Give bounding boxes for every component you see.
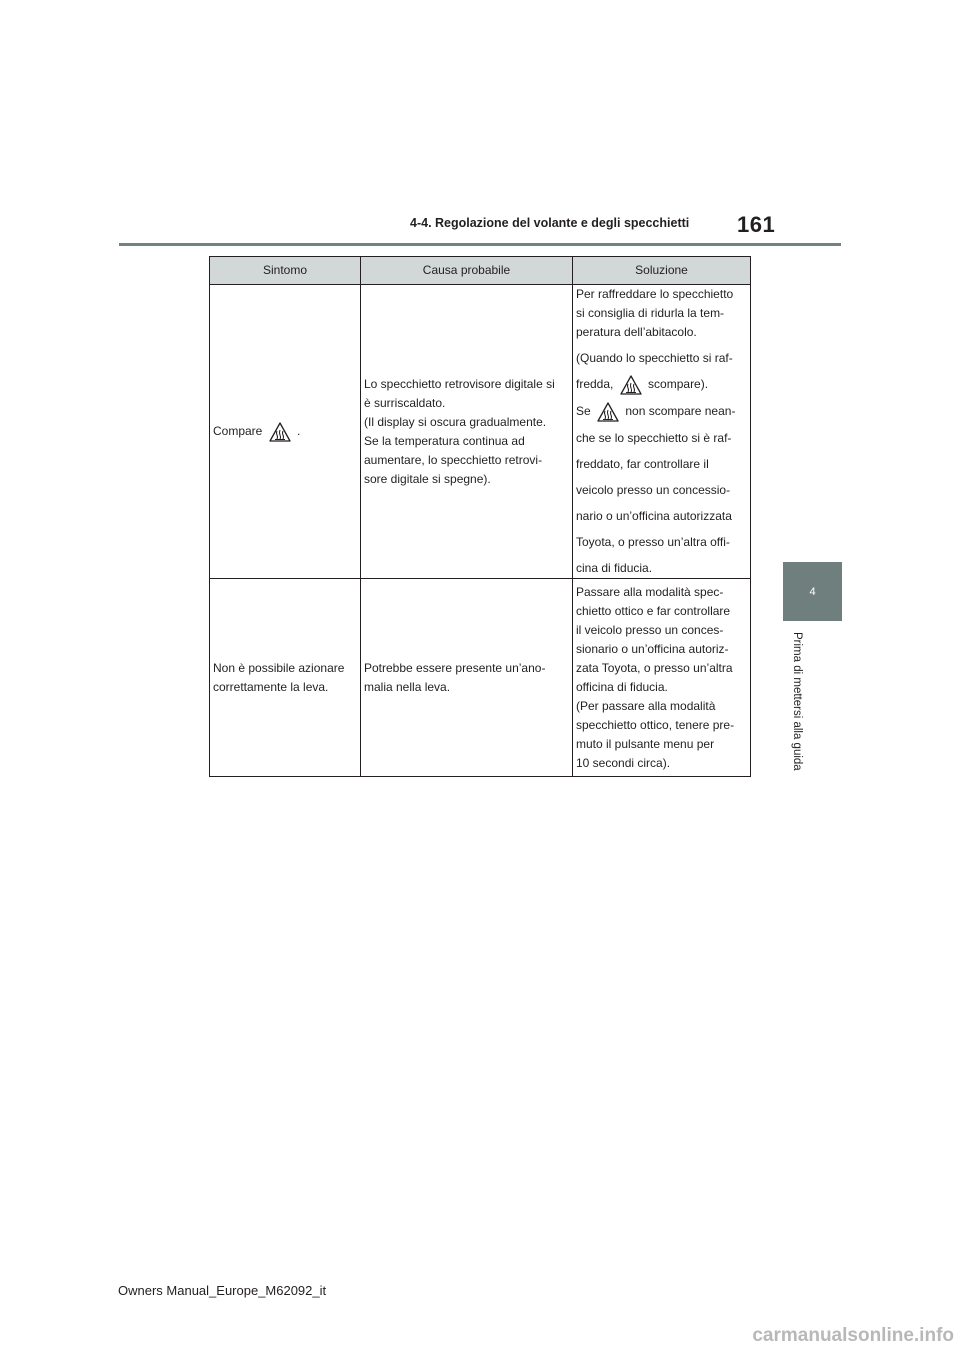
symptom-text (213, 422, 357, 442)
table-header-row (210, 257, 751, 285)
solution-line: (Per passare alla modalità (576, 698, 716, 713)
solution-line: veicolo presso un concessio- (576, 483, 731, 497)
solution-line: 10 secondi circa). (576, 755, 671, 770)
cause-line: Se la temperatura continua ad (364, 433, 525, 448)
symptom-line: Non è possibile azionare (213, 660, 345, 675)
solution-line (576, 375, 747, 395)
solution-line: cina di fiducia. (576, 561, 653, 575)
solution-line: officina di fiducia. (576, 679, 668, 694)
symptom-cell (210, 579, 361, 777)
symptom-line: correttamente la leva. (213, 679, 329, 694)
chapter-title: Prima di mettersi alla guida (791, 632, 803, 771)
mirror-overheat-warning-icon (620, 375, 642, 395)
solution-line: muto il pulsante menu per (576, 736, 715, 751)
cause-line: è surriscaldato. (364, 395, 446, 410)
header-cause: Causa probabile (361, 257, 573, 285)
solution-line: Toyota, o presso un’altra offi- (576, 535, 730, 549)
solution-text-end: scompare). (648, 377, 709, 392)
table-row (210, 579, 751, 777)
mirror-overheat-warning-icon (269, 422, 291, 442)
solution-line: sionario o un’officina autoriz- (576, 641, 729, 656)
cause-line: sore digitale si spegne). (364, 471, 491, 486)
cause-line: (Il display si oscura gradualmente. (364, 414, 547, 429)
solution-text-end: non scompare nean- (625, 404, 736, 419)
solution-line: Passare alla modalità spec- (576, 584, 724, 599)
solution-line: peratura dell’abitacolo. (576, 325, 697, 339)
watermark: carmanualsonline.info (752, 1325, 954, 1346)
solution-cell (573, 285, 751, 579)
solution-cell (573, 579, 751, 777)
solution-line: freddato, far controllare il (576, 457, 709, 471)
symptom-text-start: Compare (213, 423, 263, 438)
solution-line: Per raffreddare lo specchietto (576, 287, 734, 301)
solution-line (576, 402, 747, 422)
solution-line: si consiglia di ridurla la tem- (576, 306, 725, 320)
header-divider (119, 243, 841, 246)
section-title: 4-4. Regolazione del volante e degli specchietti (410, 216, 690, 230)
header-solution: Soluzione (573, 257, 751, 285)
solution-line: (Quando lo specchietto si raf- (576, 351, 733, 365)
cause-line: Lo specchietto retrovisore digitale si (364, 376, 555, 391)
cause-cell (361, 579, 573, 777)
chapter-tab (783, 562, 842, 621)
chapter-number: 4 (809, 585, 816, 598)
cause-line: aumentare, lo specchietto retrovi- (364, 452, 543, 467)
symptom-text-end: . (297, 423, 301, 438)
mirror-overheat-warning-icon (597, 402, 619, 422)
page-number: 161 (737, 212, 776, 237)
solution-line: specchietto ottico, tenere pre- (576, 717, 735, 732)
troubleshooting-table (209, 256, 751, 777)
solution-line: chietto ottico e far controllare (576, 603, 731, 618)
symptom-cell (210, 285, 361, 579)
solution-line: nario o un’officina autorizzata (576, 509, 732, 523)
solution-line: che se lo specchietto si è raf- (576, 431, 732, 445)
solution-text-start: Se (576, 404, 591, 419)
solution-line: il veicolo presso un conces- (576, 622, 724, 637)
table-row (210, 285, 751, 579)
cause-line: Potrebbe essere presente un’ano- (364, 660, 546, 675)
cause-line: malia nella leva. (364, 679, 451, 694)
solution-line: zata Toyota, o presso un’altra (576, 660, 733, 675)
cause-cell (361, 285, 573, 579)
manual-id-footer: Owners Manual_Europe_M62092_it (118, 1283, 327, 1298)
header-symptom: Sintomo (210, 257, 361, 285)
solution-text-start: fredda, (576, 377, 614, 392)
